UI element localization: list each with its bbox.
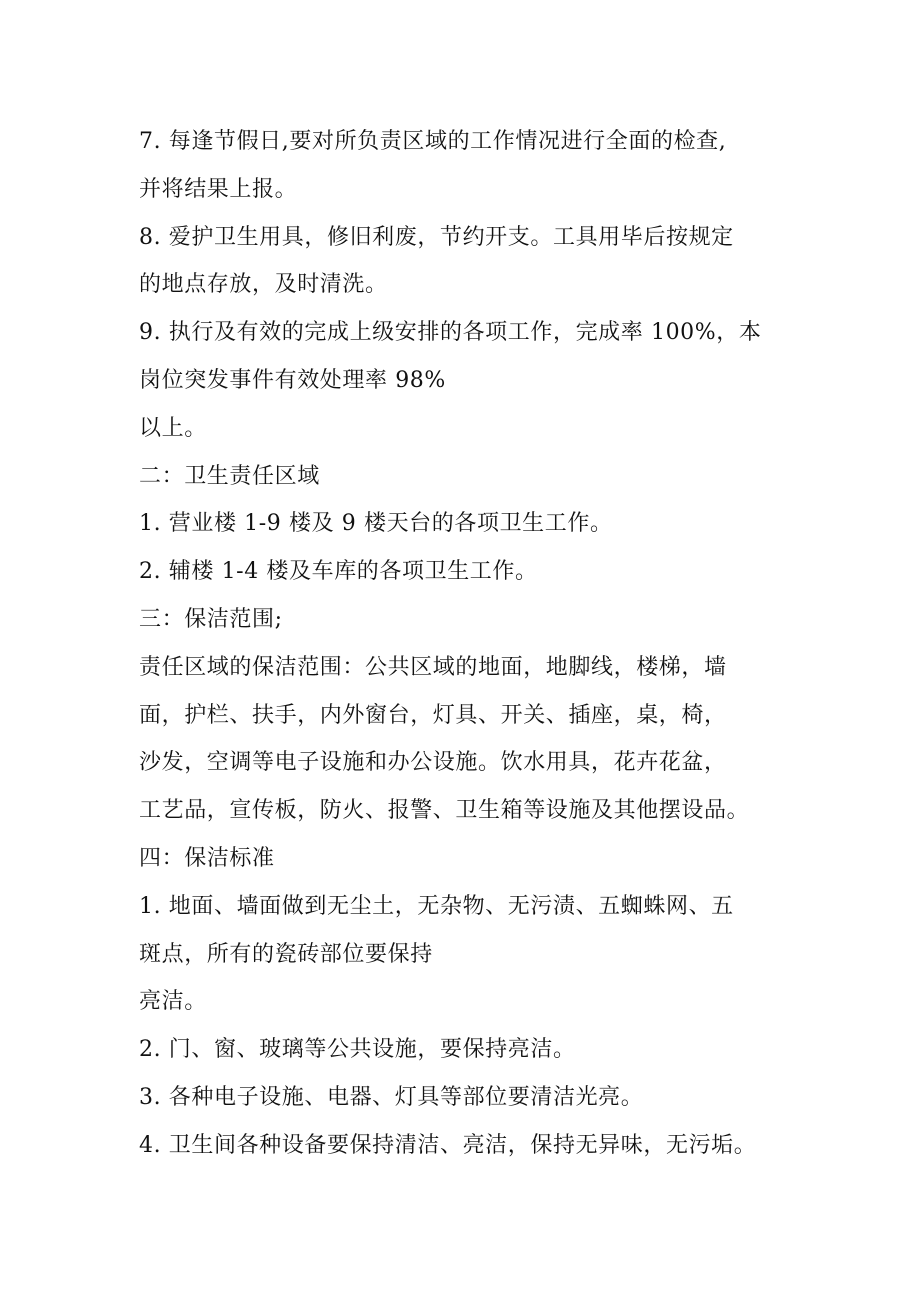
section-heading: 四：保洁标准 xyxy=(139,845,275,871)
text-line: 1. 地面、墙面做到无尘土，无杂物、无污渍、五蜘蛛网、五 xyxy=(139,893,734,919)
text-line: 并将结果上报。 xyxy=(139,176,298,202)
text-line: 4. 卫生间各种设备要保持清洁、亮洁，保持无异味，无污垢。 xyxy=(139,1132,757,1158)
text-line: 9. 执行及有效的完成上级安排的各项工作，完成率 100%，本 xyxy=(139,320,762,346)
text-line: 2. 辅楼 1-4 楼及车库的各项卫生工作。 xyxy=(139,559,538,585)
section-heading: 三：保洁范围; xyxy=(139,606,283,632)
text-line: 以上。 xyxy=(139,415,207,441)
text-line: 岗位突发事件有效处理率 98% xyxy=(139,367,446,393)
text-line: 责任区域的保洁范围：公共区域的地面，地脚线，楼梯，墙 xyxy=(139,654,727,680)
text-line: 3. 各种电子设施、电器、灯具等部位要清洁光亮。 xyxy=(139,1084,644,1110)
text-line: 斑点，所有的瓷砖部位要保持 xyxy=(139,941,433,967)
text-line: 面，护栏、扶手，内外窗台，灯具、开关、插座，桌，椅， xyxy=(139,702,727,728)
section-heading: 二：卫生责任区域 xyxy=(139,463,320,489)
document-body xyxy=(139,118,819,1170)
text-line: 沙发，空调等电子设施和办公设施。饮水用具，花卉花盆， xyxy=(139,750,727,776)
text-line: 2. 门、窗、玻璃等公共设施，要保持亮洁。 xyxy=(139,1037,576,1063)
text-line: 8. 爱护卫生用具，修旧利废，节约开支。工具用毕后按规定 xyxy=(139,224,734,250)
text-line: 1. 营业楼 1-9 楼及 9 楼天台的各项卫生工作。 xyxy=(139,511,613,537)
text-line: 7. 每逢节假日,要对所负责区域的工作情况进行全面的检查, xyxy=(139,129,727,154)
text-line: 亮洁。 xyxy=(139,989,207,1015)
text-line: 的地点存放，及时清洗。 xyxy=(139,272,388,298)
text-line: 工艺品，宣传板，防火、报警、卫生箱等设施及其他摆设品。 xyxy=(139,798,750,824)
